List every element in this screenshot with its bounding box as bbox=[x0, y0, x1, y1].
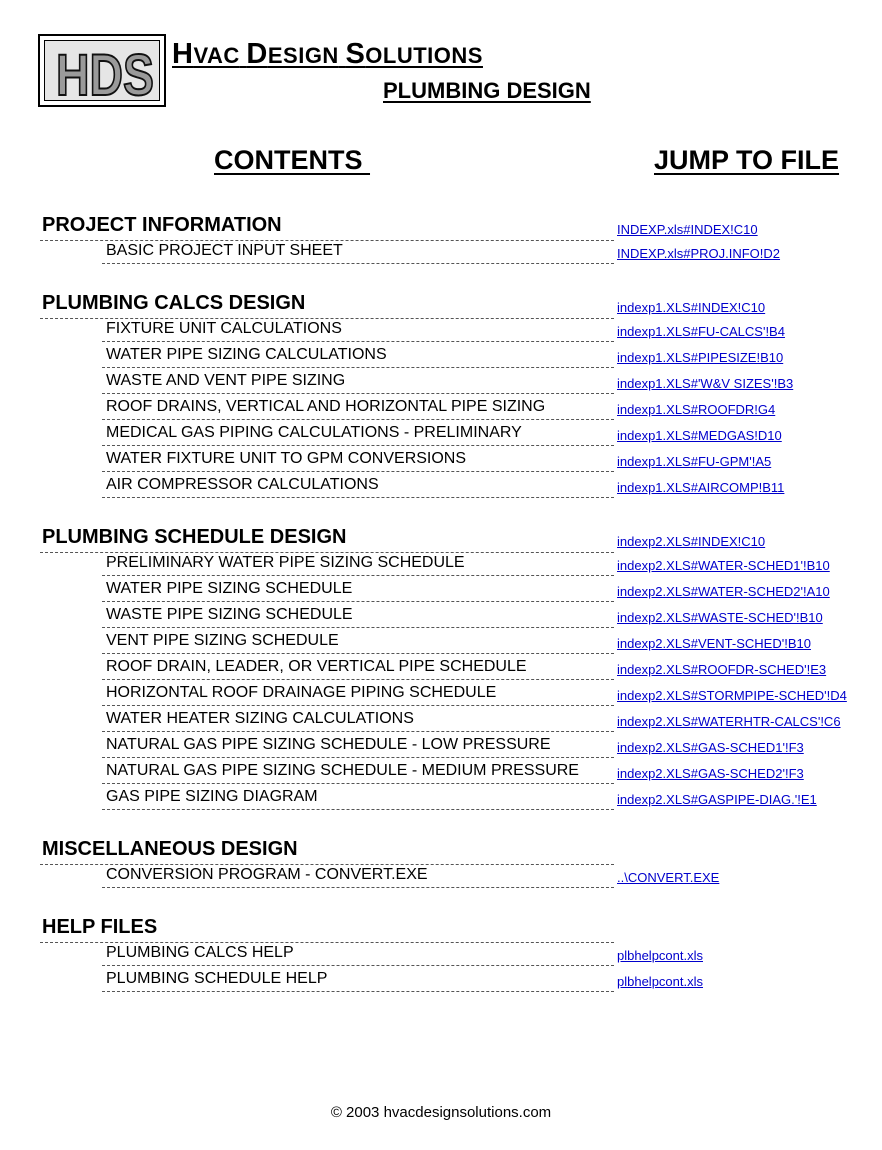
item-label: NATURAL GAS PIPE SIZING SCHEDULE - MEDIUM PRESSURE bbox=[102, 761, 614, 784]
item-label: PLUMBING CALCS HELP bbox=[102, 943, 614, 966]
section-title: PLUMBING SCHEDULE DESIGN bbox=[40, 525, 614, 553]
file-link[interactable]: indexp2.XLS#STORMPIPE-SCHED'!D4 bbox=[617, 688, 847, 703]
file-link[interactable]: indexp2.XLS#WATER-SCHED2'!A10 bbox=[617, 584, 830, 599]
contents-heading: CONTENTS bbox=[214, 145, 371, 175]
file-link[interactable]: indexp2.XLS#GAS-SCHED1'!F3 bbox=[617, 740, 804, 755]
item-label: PLUMBING SCHEDULE HELP bbox=[102, 969, 614, 992]
item-label: GAS PIPE SIZING DIAGRAM bbox=[102, 787, 614, 810]
file-link[interactable]: indexp1.XLS#MEDGAS!D10 bbox=[617, 428, 782, 443]
item-label: BASIC PROJECT INPUT SHEET bbox=[102, 241, 614, 264]
file-link[interactable]: INDEXP.xls#PROJ.INFO!D2 bbox=[617, 246, 781, 261]
copyright-footer: © 2003 hvacdesignsolutions.com bbox=[330, 1104, 552, 1121]
item-label: ROOF DRAIN, LEADER, OR VERTICAL PIPE SCHEDULE bbox=[102, 657, 614, 680]
item-label: FIXTURE UNIT CALCULATIONS bbox=[102, 319, 614, 342]
section-title: HELP FILES bbox=[40, 915, 614, 943]
section-link[interactable]: indexp1.XLS#INDEX!C10 bbox=[617, 300, 766, 315]
file-link[interactable]: indexp2.XLS#GAS-SCHED2'!F3 bbox=[617, 766, 804, 781]
file-link[interactable]: plbhelpcont.xls bbox=[617, 948, 703, 963]
jump-to-file-heading: JUMP TO FILE bbox=[654, 145, 840, 175]
file-link[interactable]: indexp1.XLS#PIPESIZE!B10 bbox=[617, 350, 784, 365]
file-link[interactable]: indexp1.XLS#FU-CALCS'!B4 bbox=[617, 324, 785, 339]
file-link[interactable]: indexp2.XLS#GASPIPE-DIAG.'!E1 bbox=[617, 792, 817, 807]
section-title: PLUMBING CALCS DESIGN bbox=[40, 291, 614, 319]
section-link[interactable]: INDEXP.xls#INDEX!C10 bbox=[617, 222, 758, 237]
logo-text: HDS bbox=[56, 43, 154, 104]
item-label: WATER PIPE SIZING SCHEDULE bbox=[102, 579, 614, 602]
file-link[interactable]: indexp2.XLS#ROOFDR-SCHED'!E3 bbox=[617, 662, 827, 677]
item-label: ROOF DRAINS, VERTICAL AND HORIZONTAL PIPE SIZING bbox=[102, 397, 614, 420]
file-link[interactable]: indexp2.XLS#VENT-SCHED'!B10 bbox=[617, 636, 811, 651]
file-link[interactable]: indexp1.XLS#ROOFDR!G4 bbox=[617, 402, 776, 417]
file-link[interactable]: indexp1.XLS#FU-GPM'!A5 bbox=[617, 454, 772, 469]
item-label: AIR COMPRESSOR CALCULATIONS bbox=[102, 475, 614, 498]
section-title: PROJECT INFORMATION bbox=[40, 213, 614, 241]
item-label: WATER PIPE SIZING CALCULATIONS bbox=[102, 345, 614, 368]
file-link[interactable]: indexp1.XLS#AIRCOMP!B11 bbox=[617, 480, 785, 495]
section-link[interactable]: indexp2.XLS#INDEX!C10 bbox=[617, 534, 766, 549]
file-link[interactable]: indexp1.XLS#'W&V SIZES'!B3 bbox=[617, 376, 794, 391]
file-link[interactable]: indexp2.XLS#WATER-SCHED1'!B10 bbox=[617, 558, 830, 573]
item-label: WASTE AND VENT PIPE SIZING bbox=[102, 371, 614, 394]
item-label: HORIZONTAL ROOF DRAINAGE PIPING SCHEDULE bbox=[102, 683, 614, 706]
item-label: WATER HEATER SIZING CALCULATIONS bbox=[102, 709, 614, 732]
file-link[interactable]: ..\CONVERT.EXE bbox=[617, 870, 720, 885]
item-label: WASTE PIPE SIZING SCHEDULE bbox=[102, 605, 614, 628]
file-link[interactable]: indexp2.XLS#WATERHTR-CALCS'!C6 bbox=[617, 714, 841, 729]
company-name: HVAC DESIGN SOLUTIONS bbox=[172, 38, 483, 70]
item-label: PRELIMINARY WATER PIPE SIZING SCHEDULE bbox=[102, 553, 614, 576]
file-link[interactable]: plbhelpcont.xls bbox=[617, 974, 703, 989]
item-label: MEDICAL GAS PIPING CALCULATIONS - PRELIMINARY bbox=[102, 423, 614, 446]
file-link[interactable]: indexp2.XLS#WASTE-SCHED'!B10 bbox=[617, 610, 823, 625]
item-label: NATURAL GAS PIPE SIZING SCHEDULE - LOW PRESSURE bbox=[102, 735, 614, 758]
item-label: VENT PIPE SIZING SCHEDULE bbox=[102, 631, 614, 654]
section-title: MISCELLANEOUS DESIGN bbox=[40, 837, 614, 865]
page-subtitle: PLUMBING DESIGN bbox=[383, 78, 591, 103]
item-label: WATER FIXTURE UNIT TO GPM CONVERSIONS bbox=[102, 449, 614, 472]
item-label: CONVERSION PROGRAM - CONVERT.EXE bbox=[102, 865, 614, 888]
